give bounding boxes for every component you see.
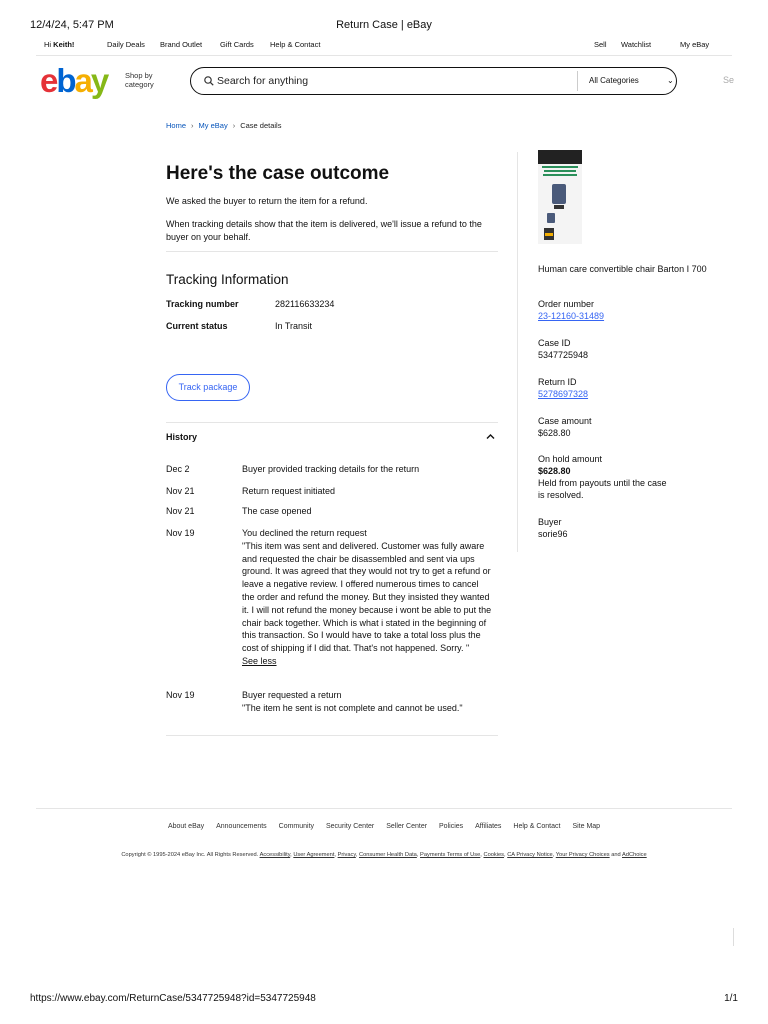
history-text: Buyer provided tracking details for the return xyxy=(242,464,420,474)
buyer-label: Buyer xyxy=(538,517,562,527)
history-text: The case opened xyxy=(242,506,312,516)
history-date: Nov 19 xyxy=(166,690,195,700)
footer-link[interactable]: About eBay xyxy=(167,823,205,830)
divider xyxy=(36,55,732,56)
legal-link[interactable]: Accessibility xyxy=(259,852,291,858)
chevron-down-icon: ⌄ xyxy=(667,76,674,85)
history-heading[interactable]: History xyxy=(166,432,198,442)
shop-by-category-button[interactable]: Shop by category xyxy=(125,71,154,89)
search-bar xyxy=(190,67,677,95)
history-text: "This item was sent and delivered. Customer was fully aware and requested the chair be disassembled and sent via ups ground. It was agreed that they would not try to get a refund or leave a negative review. I offered numerous times to cancel the order and refund the money. But they insisted they wanted it. I will not refund the money because i wont be able to put the chair back together. Which is what i stated in the beginning of this transaction. So I would have to take a total loss plus the cost of shipping if I did that. That's not happened. Sorry. " xyxy=(242,540,492,654)
footer-link[interactable]: Policies xyxy=(439,823,464,830)
case-id-label: Case ID xyxy=(538,338,571,348)
user-name-link[interactable]: Keith! xyxy=(53,40,75,49)
history-title: You declined the return request xyxy=(242,528,367,538)
my-ebay-link[interactable]: My eBay xyxy=(680,40,710,49)
daily-deals-link[interactable]: Daily Deals xyxy=(107,40,145,49)
case-amount-value: $628.80 xyxy=(538,428,571,438)
on-hold-label: On hold amount xyxy=(538,454,603,464)
history-title: Buyer requested a return xyxy=(242,690,342,700)
divider xyxy=(577,71,578,91)
greeting: Hi Keith! xyxy=(44,40,75,49)
legal-link[interactable]: AdChoice xyxy=(622,852,647,858)
divider xyxy=(166,422,498,423)
breadcrumb-home[interactable]: Home xyxy=(166,121,187,130)
footer-link[interactable]: Help & Contact xyxy=(513,823,561,830)
gift-cards-link[interactable]: Gift Cards xyxy=(220,40,254,49)
top-nav xyxy=(36,40,732,54)
print-page-number: 1/1 xyxy=(724,993,738,1004)
legal-link[interactable]: User Agreement xyxy=(293,852,335,858)
buyer-value: sorie96 xyxy=(538,529,568,539)
print-title: Return Case | eBay xyxy=(336,19,432,31)
divider xyxy=(166,251,498,252)
legal-link[interactable]: Privacy xyxy=(337,852,356,858)
divider xyxy=(166,735,498,736)
return-id-label: Return ID xyxy=(538,377,577,387)
footer-links xyxy=(0,823,768,830)
footer-link[interactable]: Seller Center xyxy=(386,823,428,830)
item-thumbnail[interactable] xyxy=(538,150,582,244)
tracking-number-label: Tracking number xyxy=(166,299,239,309)
history-date: Nov 21 xyxy=(166,486,195,496)
print-url: https://www.ebay.com/ReturnCase/5347725948?id=5347725948 xyxy=(30,993,316,1004)
ebay-logo[interactable]: ebay xyxy=(40,62,108,99)
history-text: "The item he sent is not complete and cannot be used." xyxy=(242,702,463,713)
tracking-number-value: 282116633234 xyxy=(275,299,335,309)
on-hold-value: $628.80 xyxy=(538,466,571,476)
tracking-heading: Tracking Information xyxy=(166,272,289,287)
page-title: Here's the case outcome xyxy=(166,163,390,184)
case-amount-label: Case amount xyxy=(538,416,592,426)
breadcrumb-my-ebay[interactable]: My eBay xyxy=(198,121,228,130)
item-title: Human care convertible chair Barton I 700 xyxy=(538,264,707,274)
history-date: Nov 19 xyxy=(166,528,195,538)
footer-link[interactable]: Affiliates xyxy=(475,823,502,830)
case-id-value: 5347725948 xyxy=(538,350,589,360)
legal-link[interactable]: Cookies xyxy=(483,852,505,858)
order-number-link[interactable]: 23-12160-31489 xyxy=(538,311,605,321)
copyright: Copyright © 1995-2024 eBay Inc. All Rights Reserved. Accessibility, User Agreement, Privacy, Consumer Health Data, Payments Terms of Use, Cookies, CA Privacy Notice, Your Privacy Choices and AdChoice xyxy=(121,852,647,858)
breadcrumb-current: Case details xyxy=(240,121,282,130)
history-date: Nov 21 xyxy=(166,506,195,516)
print-datetime: 12/4/24, 5:47 PM xyxy=(30,19,114,31)
watchlist-link[interactable]: Watchlist xyxy=(621,40,652,49)
divider xyxy=(36,808,732,809)
footer-link[interactable]: Announcements xyxy=(216,823,267,830)
brand-outlet-link[interactable]: Brand Outlet xyxy=(160,40,203,49)
order-number-label: Order number xyxy=(538,299,595,309)
category-select[interactable]: All Categories xyxy=(589,76,639,85)
divider xyxy=(517,152,518,552)
tracking-status-label: Current status xyxy=(166,321,228,331)
legal-link[interactable]: Your Privacy Choices xyxy=(555,852,610,858)
history-text: Return request initiated xyxy=(242,486,336,496)
track-package-button[interactable]: Track package xyxy=(166,374,250,401)
help-contact-link[interactable]: Help & Contact xyxy=(270,40,321,49)
history-date: Dec 2 xyxy=(166,464,190,474)
outcome-note: When tracking details show that the item is delivered, we'll issue a refund to the buyer on your behalf. xyxy=(166,219,482,242)
divider xyxy=(733,928,734,946)
site-header xyxy=(36,62,768,102)
search-icon xyxy=(203,75,215,87)
outcome-text: We asked the buyer to return the item for a refund. xyxy=(166,196,368,206)
tracking-status-value: In Transit xyxy=(275,321,313,331)
search-button[interactable]: Se xyxy=(723,75,735,85)
chevron-up-icon[interactable] xyxy=(485,431,496,442)
footer-link[interactable]: Site Map xyxy=(572,823,601,830)
print-header xyxy=(30,19,738,33)
legal-link[interactable]: Consumer Health Data xyxy=(359,852,417,858)
chevron-right-icon: › xyxy=(232,121,236,130)
footer-link[interactable]: Community xyxy=(278,823,315,830)
print-footer xyxy=(30,993,738,1007)
footer-link[interactable]: Security Center xyxy=(326,823,375,830)
legal-link[interactable]: CA Privacy Notice xyxy=(507,852,553,858)
search-input[interactable]: Search for anything xyxy=(217,75,309,87)
breadcrumb xyxy=(166,121,281,130)
see-less-link[interactable]: See less xyxy=(242,655,277,666)
legal-link[interactable]: Payments Terms of Use xyxy=(420,852,481,858)
sell-link[interactable]: Sell xyxy=(594,40,607,49)
return-id-link[interactable]: 5278697328 xyxy=(538,389,589,399)
chevron-right-icon: › xyxy=(191,121,194,130)
on-hold-note: Held from payouts until the case is resolved. xyxy=(538,478,667,500)
